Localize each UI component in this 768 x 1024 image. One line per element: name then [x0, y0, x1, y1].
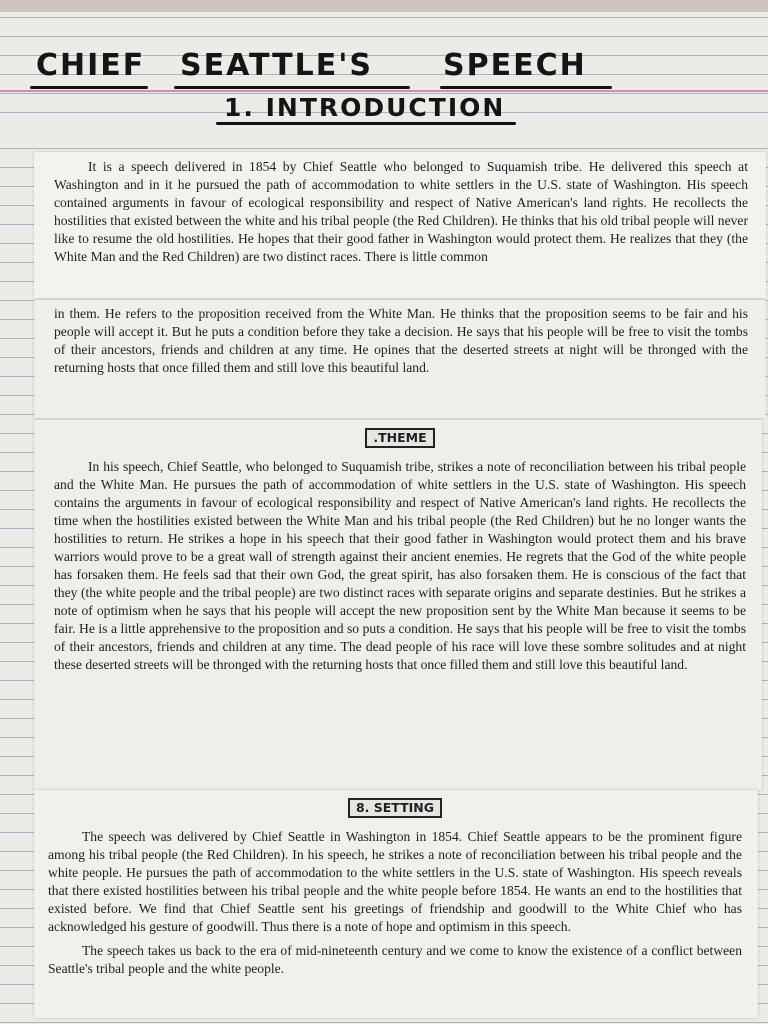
theme-label: .THEME [365, 428, 434, 448]
setting-label: 8. SETTING [348, 798, 442, 818]
section-heading-underline [216, 122, 516, 125]
intro-clipping-1 [34, 152, 766, 298]
setting-clipping [34, 790, 758, 1018]
intro-paragraph-part1: It is a speech delivered in 1854 by Chief Seattle who belonged to Suquamish tribe. He delivered this speech at Washington and in it he pursued the path of accommodation to white settlers in the U.S. state of Washington. His speech contained arguments in favour of ecological responsibility and respect of Native American's land rights. He recollects the hostilities that existed between the white and his tribal people (the Red Children). He thinks that his old tribal people will never like to resume the old hostilities. He hopes that their good father in Washington would protect them. He realizes that they (the White Man and the Red Children) are two distinct races. There is little common [54, 159, 748, 264]
title-word-speech: SPEECH [443, 48, 587, 83]
setting-paragraph-1: The speech was delivered by Chief Seattle in Washington in 1854. Chief Seattle appears to be the prominent figure among his tribal people (the Red Children). In his speech, he strikes a note of reconciliation between his tribal people and the white people. He pursues the path of accommodation to the white settlers in the U.S. state of Washington. His speech reveals that there existed hostilities between his tribal people and the white people before 1854. He wants an end to the hostilities that existed before. We find that Chief Seattle sent his greetings of friendship and goodwill to the White Chief who has acknowledged his gesture of goodwill. Thus there is a note of hope and optimism in this speech. [48, 829, 742, 934]
margin-line [0, 90, 768, 92]
title-underline-speech [440, 86, 612, 89]
title-underline-chief [30, 86, 148, 89]
theme-paragraph: In his speech, Chief Seattle, who belonged to Suquamish tribe, strikes a note of reconciliation between his tribal people and the White Man. He pursues the path of accommodation of white settlers in the U.S. state of Washington. His speech contains the arguments in favour of ecological responsibility and respect of Native American's land rights. He recollects the time when the hostilities existed between the White Man and his tribal people (the Red Children) but he no longer wants the hostilities to return. He strikes a hope in his speech that their good father in Washington would protect them and his brave warriors would prove to be a great wall of strength against their ancient enemies. He regrets that the God of the white people has forsaken them. He feels sad that their own God, the great spirit, has also forsaken them. He is conscious of the fact that they (the white people and the tribal people) are two distinct races with separate origins and separate destinies. But he strikes a note of optimism when he says that his people will accept the new proposition sent by the White Man because it seems to be fair. He is a little apprehensive to the proposition and so puts a condition. He says that his people will be free to visit the tombs of their ancestors, friends and children at any time. The dead people of his race will love these sombre solitudes and at night these deserted streets will be thronged with the returning hosts that once filled them and still love this beautiful land. [54, 459, 746, 672]
page-top-edge [0, 0, 768, 12]
section-heading-text: 1. INTRODUCTION [224, 93, 506, 122]
theme-clipping [34, 420, 762, 790]
title-underline-seattles [174, 86, 410, 89]
title-word-seattles: SEATTLE'S [180, 48, 374, 83]
title-word-chief: CHIEF [36, 48, 146, 83]
intro-paragraph-part2: in them. He refers to the proposition received from the White Man. He thinks that the proposition seems to be fair and his people will accept it. But he puts a condition before they take a decision. He says that his people will be free to visit the tombs of their ancestors, friends and children at any time. He opines that the deserted streets at night will be thronged with the returning hosts that once filled them and still love this beautiful land. [54, 306, 748, 375]
intro-clipping-2 [34, 300, 766, 418]
setting-paragraph-2: The speech takes us back to the era of mid-nineteenth century and we come to know the existence of a conflict between Seattle's tribal people and the white people. [48, 943, 742, 976]
